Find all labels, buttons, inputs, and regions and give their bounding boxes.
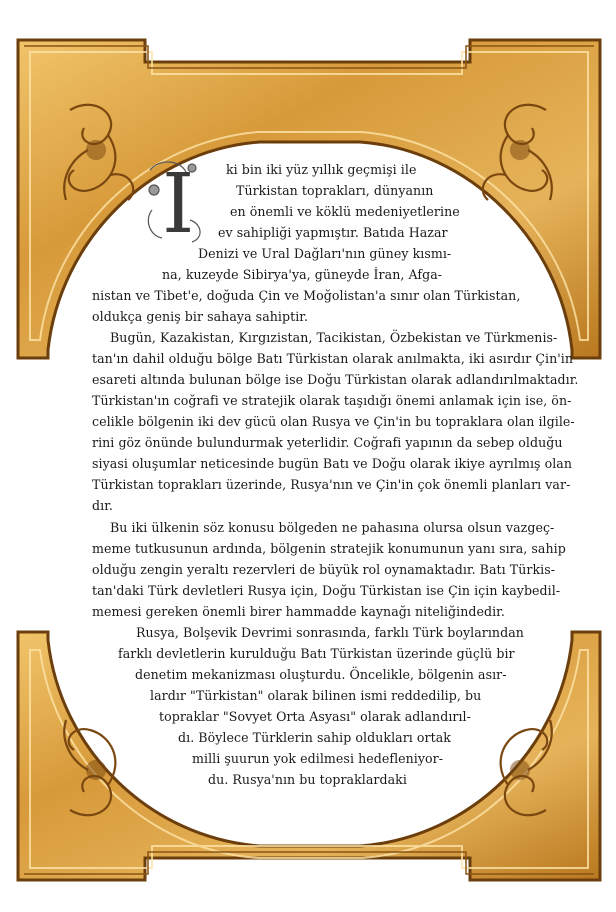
text-line: Türkistan'ın coğrafi ve stratejik olarak taşıdığı önemi anlamak için ise, ön- — [92, 393, 572, 408]
drop-cap-letter: I — [162, 157, 195, 246]
text-line: na, kuzeyde Sibirya'ya, güneyde İran, Afga- — [162, 267, 443, 282]
text-line: Bugün, Kazakistan, Kırgızistan, Tacikistan, Özbekistan ve Türkmenis- — [110, 330, 558, 345]
text-line: siyasi oluşumlar neticesinde bugün Batı ve Doğu olarak ikiye ayrılmış olan — [92, 456, 573, 471]
text-line: tan'daki Türk devletleri Rusya için, Doğu Türkistan ise Çin için kaybedil- — [92, 583, 561, 598]
text-line: ev sahipliği yapmıştır. Batıda Hazar — [218, 225, 448, 240]
text-line: dır. — [92, 498, 113, 513]
text-line: dı. Böylece Türklerin sahip oldukları ortak — [178, 730, 451, 745]
text-line: meme tutkusunun ardında, bölgenin stratejik konumunun yanı sıra, sahip — [92, 541, 566, 556]
text-line: celikle bölgenin iki dev gücü olan Rusya ve Çin'in bu topraklara olan ilgile- — [92, 414, 575, 429]
text-line: tan'ın dahil olduğu bölge Batı Türkistan olarak anılmakta, iki asırdır Çin'in — [92, 351, 574, 366]
text-line: rini göz önünde bulundurmak yeterlidir. Coğrafi yapının da sebep olduğu — [92, 435, 563, 450]
text-line: denetim mekanizması oluşturdu. Öncelikle, bölgenin asır- — [135, 667, 507, 682]
text-line: Rusya, Bolşevik Devrimi sonrasında, farklı Türk boylarından — [136, 625, 524, 640]
text-line: nistan ve Tibet'e, doğuda Çin ve Moğolistan'a sınır olan Türkistan, — [92, 288, 521, 303]
text-line: en önemli ve köklü medeniyetlerine — [230, 204, 460, 219]
text-line: lardır "Türkistan" olarak bilinen ismi reddedilip, bu — [150, 688, 482, 703]
text-line: Bu iki ülkenin söz konusu bölgeden ne pahasına olursa olsun vazgeç- — [110, 520, 555, 535]
text-line: Denizi ve Ural Dağları'nın güney kısmı- — [198, 246, 452, 261]
text-line: milli şuurun yok edilmesi hedefleniyor- — [192, 751, 444, 766]
text-line: memesi gereken önemli birer hammadde kaynağı niteliğindedir. — [92, 604, 505, 619]
text-line: Türkistan toprakları üzerinde, Rusya'nın ve Çin'in çok önemli planları var- — [92, 477, 571, 492]
text-line: topraklar "Sovyet Orta Asyası" olarak adlandırıl- — [159, 709, 471, 724]
text-line: esareti altında bulunan bölge ise Doğu Türkistan olarak adlandırılmaktadır. — [92, 372, 579, 387]
text-line: ki bin iki yüz yıllık geçmişi ile — [226, 162, 417, 177]
text-line: du. Rusya'nın bu topraklardaki — [208, 772, 407, 787]
text-line: olduğu zengin yeraltı rezervleri de büyük rol oynamaktadır. Batı Türkis- — [92, 562, 556, 577]
drop-cap-ornament — [140, 150, 212, 246]
text-line: oldukça geniş bir sahaya sahiptir. — [92, 309, 309, 324]
text-line: farklı devletlerin kurulduğu Batı Türkistan üzerinde güçlü bir — [118, 646, 515, 661]
text-line: Türkistan toprakları, dünyanın — [236, 183, 434, 198]
